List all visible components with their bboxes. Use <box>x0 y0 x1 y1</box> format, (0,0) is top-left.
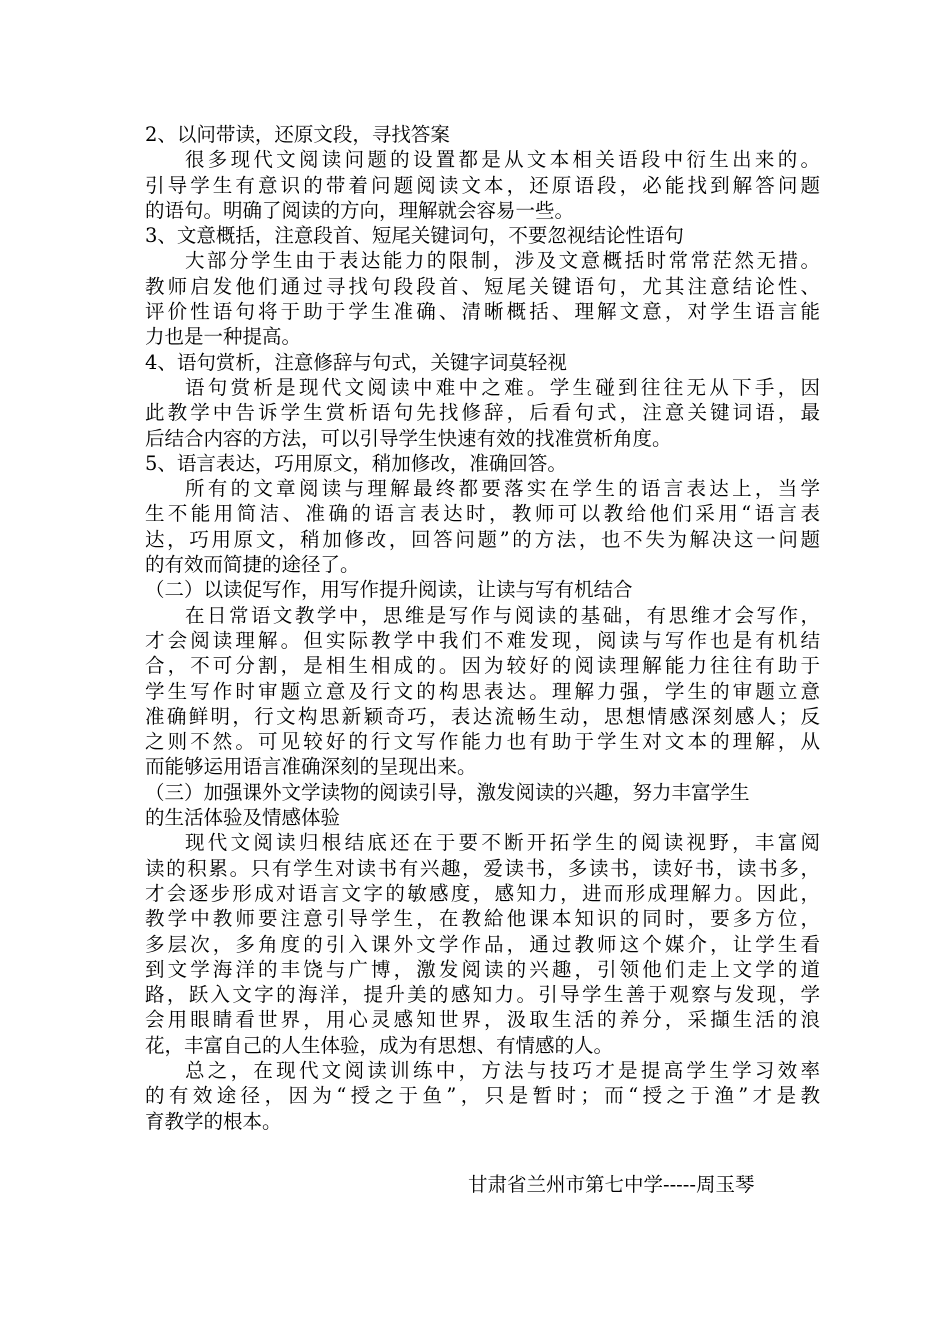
paragraph-line: 花，丰富自己的人生体验，成为有思想、有情感的人。 <box>145 1033 614 1057</box>
section-heading: 的生活体验及情感体验 <box>145 806 341 830</box>
paragraph-line: 所有的文章阅读与理解最终都要落实在学生的语言表达上，当学 <box>185 477 820 501</box>
paragraph-line: 后结合内容的方法，可以引导学生快速有效的找准赏析角度。 <box>145 426 672 450</box>
section-heading: 2、以问带读，还原文段，寻找答案 <box>145 123 450 146</box>
section-heading: （三）加强课外文学读物的阅读引导，激发阅读的兴趣，努力丰富学生 <box>145 780 750 804</box>
paragraph-line: 多层次，多角度的引入课外文学作品，通过教师这个媒介，让学生看 <box>145 932 820 956</box>
paragraph-line: 的语句。明确了阅读的方向，理解就会容易一些。 <box>145 198 575 222</box>
section-heading: 3、文意概括，注意段首、短尾关键词句，不要忽视结论性语句 <box>145 224 684 248</box>
author-signature: 甘肃省兰州市第七中学-----周玉琴 <box>468 1173 755 1196</box>
paragraph-line: 路，跃入文字的海洋，提升美的感知力。引导学生善于观察与发现，学 <box>145 983 820 1007</box>
paragraph-line: 准确鲜明，行文构思新颖奇巧，表达流畅生动，思想情感深刻感人；反 <box>145 704 820 728</box>
paragraph-line: 读的积累。只有学生对读书有兴趣，爱读书，多读书，读好书，读书多， <box>145 856 820 880</box>
paragraph-line: 大部分学生由于表达能力的限制，涉及文意概括时常常茫然无措。 <box>185 249 820 273</box>
section-heading: （二）以读促写作，用写作提升阅读，让读与写有机结合 <box>145 578 633 602</box>
document-body <box>145 122 820 1134</box>
section-heading: 4、语句赏析，注意修辞与句式，关键字词莫轻视 <box>145 350 567 374</box>
section-heading: 5、语言表达，巧用原文，稍加修改，准确回答。 <box>145 451 567 475</box>
paragraph-line: 而能够运用语言准确深刻的呈现出来。 <box>145 755 477 779</box>
paragraph-line: 才会阅读理解。但实际教学中我们不难发现，阅读与写作也是有机结 <box>145 628 820 652</box>
paragraph-line: 的有效而简捷的途径了。 <box>145 553 360 577</box>
paragraph-line: 生不能用简洁、准确的语言表达时，教师可以教给他们采用“语言表 <box>145 502 820 526</box>
paragraph-line: 的有效途径，因为“授之于鱼”，只是暂时；而“授之于渔”才是教 <box>145 1084 820 1108</box>
paragraph-line: 合，不可分割，是相生相成的。因为较好的阅读理解能力往往有助于 <box>145 654 820 678</box>
paragraph-line: 才会逐步形成对语言文字的敏感度，感知力，进而形成理解力。因此， <box>145 881 820 905</box>
paragraph-line: 评价性语句将于助于学生准确、清晰概括、理解文意，对学生语言能 <box>145 300 820 324</box>
paragraph-line: 现代文阅读归根结底还在于要不断开拓学生的阅读视野，丰富阅 <box>185 831 820 855</box>
paragraph-line: 引导学生有意识的带着问题阅读文本，还原语段，必能找到解答问题 <box>145 173 820 197</box>
paragraph-line: 学生写作时审题立意及行文的构思表达。理解力强，学生的审题立意 <box>145 679 820 703</box>
paragraph-line: 育教学的根本。 <box>145 1109 282 1133</box>
paragraph-line: 教师启发他们通过寻找句段段首、短尾关键语句，尤其注意结论性、 <box>145 274 820 298</box>
paragraph-line: 在日常语文教学中，思维是写作与阅读的基础，有思维才会写作， <box>185 603 820 627</box>
paragraph-line: 教学中教师要注意引导学生，在教給他课本知识的同时，要多方位， <box>145 907 820 931</box>
paragraph-line: 此教学中告诉学生赏析语句先找修辞，后看句式，注意关键词语，最 <box>145 401 820 425</box>
paragraph-line: 会用眼睛看世界，用心灵感知世界，汲取生活的养分，采擷生活的浪 <box>145 1008 820 1032</box>
paragraph-line: 很多现代文阅读问题的设置都是从文本相关语段中衍生出来的。 <box>185 148 820 172</box>
paragraph-line: 语句赏析是现代文阅读中难中之难。学生碰到往往无从下手，因 <box>185 375 820 399</box>
paragraph-line: 达，巧用原文，稍加修改，回答问题”的方法，也不失为解决这一问题 <box>145 527 820 551</box>
paragraph-line: 力也是一种提高。 <box>145 325 302 349</box>
paragraph-line: 之则不然。可见较好的行文写作能力也有助于学生对文本的理解，从 <box>145 730 820 754</box>
paragraph-line: 到文学海洋的丰饶与广博，激发阅读的兴趣，引领他们走上文学的道 <box>145 957 820 981</box>
paragraph-line: 总之，在现代文阅读训练中，方法与技巧才是提高学生学习效率 <box>185 1058 820 1082</box>
